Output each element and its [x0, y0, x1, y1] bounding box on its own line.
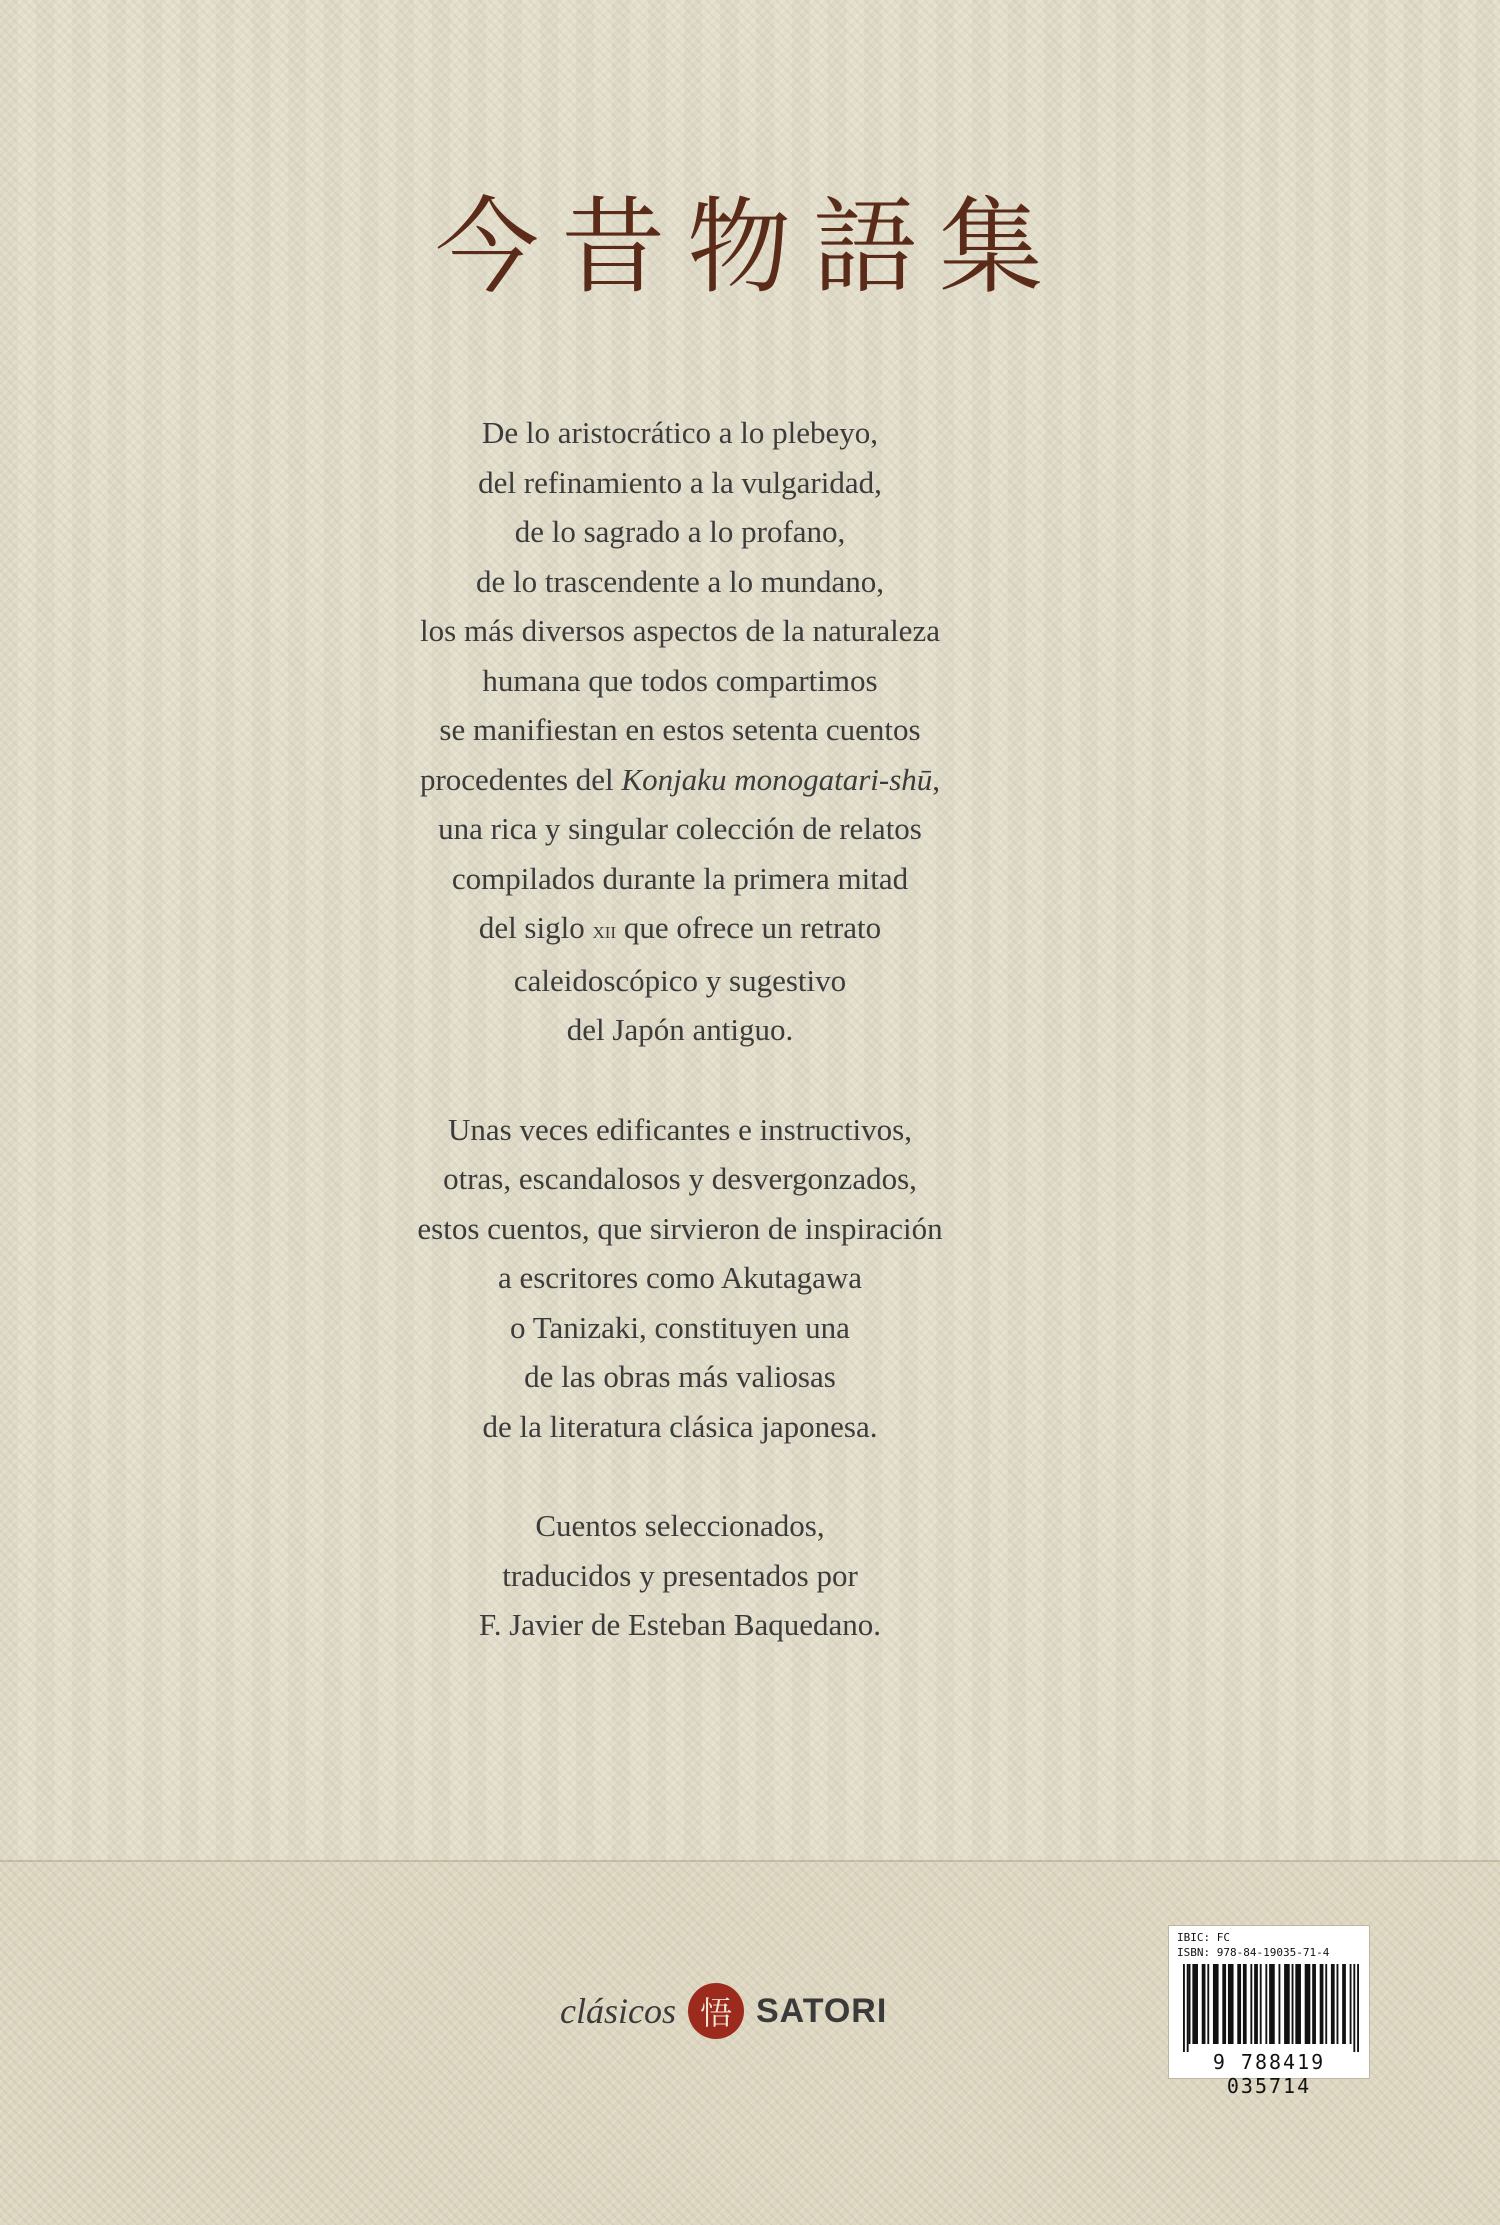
- blurb-line-century: [300, 903, 1060, 956]
- barcode-bar: [1353, 1964, 1355, 2052]
- ibic-code: IBIC: FC: [1177, 1931, 1230, 1944]
- barcode-bar: [1207, 1964, 1209, 2044]
- barcode-bar: [1250, 1964, 1252, 2044]
- barcode-bar: [1292, 1964, 1294, 2044]
- blurb-line: humana que todos compartimos: [482, 662, 878, 698]
- blurb-paragraph-2: [300, 1105, 1060, 1452]
- barcode-bar: [1320, 1964, 1324, 2044]
- barcode-meta: [1169, 1926, 1369, 1960]
- barcode-bar: [1284, 1964, 1290, 2044]
- credits-line: Cuentos seleccionados,: [535, 1508, 825, 1543]
- barcode-bar: [1337, 1964, 1339, 2044]
- barcode-bar: [1192, 1964, 1198, 2044]
- barcode-digits: 9 788419 035714: [1212, 2050, 1326, 2098]
- blurb-line: de lo trascendente a lo mundano,: [475, 563, 885, 599]
- blurb-line: los más diversos aspectos de la naturaleza: [420, 613, 940, 648]
- barcode-icon: [1183, 1964, 1359, 2052]
- blurb-line: otras, escandalosos y desvergonzados,: [443, 1161, 917, 1196]
- blurb-paragraph-3: [300, 1501, 1060, 1650]
- blurb-line-source: [300, 755, 1060, 805]
- blurb-line: de lo sagrado a lo profano,: [514, 514, 846, 549]
- blurb-line: de la literatura clásica japonesa.: [482, 1408, 878, 1444]
- publisher-logo: [560, 1978, 887, 2044]
- source-title: Konjaku monogatari-shū: [621, 761, 933, 797]
- century-numeral: xii: [592, 917, 617, 944]
- century-prefix: del siglo: [478, 910, 593, 945]
- barcode-bar: [1357, 1964, 1359, 2052]
- barcode-bar: [1228, 1964, 1234, 2044]
- barcode-bar: [1260, 1964, 1262, 2044]
- barcode-bar: [1213, 1964, 1219, 2044]
- credits-line: traducidos y presentados por: [502, 1557, 858, 1593]
- blurb-line: a escritores como Akutagawa: [497, 1260, 863, 1295]
- barcode-bar: [1237, 1964, 1241, 2044]
- barcode-bar: [1254, 1964, 1258, 2044]
- barcode-bar: [1189, 1964, 1191, 2044]
- blurb-line: estos cuentos, que sirvieron de inspiración: [417, 1210, 943, 1246]
- blurb-line: de las obras más valiosas: [524, 1359, 836, 1394]
- blurb-paragraph-1: [300, 408, 1060, 1055]
- satori-seal-icon: 悟: [688, 1983, 744, 2039]
- barcode-bar: [1305, 1964, 1311, 2044]
- isbn-code: ISBN: 978-84-19035-71-4: [1177, 1946, 1330, 1959]
- barcode-bar: [1202, 1964, 1206, 2044]
- blurb-text: [300, 408, 1060, 1650]
- blurb-line: caleidoscópico y sugestivo: [513, 962, 847, 998]
- barcode-bar: [1295, 1964, 1301, 2044]
- barcode-bar: [1331, 1964, 1335, 2044]
- publisher-name: SATORI: [755, 1991, 888, 2030]
- barcode-bar: [1325, 1964, 1327, 2044]
- kanji-title: 今昔物語集: [434, 186, 1065, 308]
- barcode-bar: [1269, 1964, 1275, 2044]
- barcode-bar: [1187, 1964, 1189, 2052]
- barcode-bar: [1312, 1964, 1316, 2044]
- barcode-bar: [1265, 1964, 1267, 2044]
- barcode-bar: [1243, 1964, 1247, 2044]
- blurb-line: De lo aristocrático a lo plebeyo,: [482, 415, 878, 450]
- barcode-bar: [1342, 1964, 1346, 2044]
- blurb-line: se manifiestan en estos setenta cuentos: [439, 712, 921, 747]
- barcode-label: [1168, 1925, 1370, 2098]
- source-suffix: ,: [932, 761, 941, 797]
- blurb-line: compilados durante la primera mitad: [451, 860, 909, 896]
- barcode-bar: [1222, 1964, 1226, 2044]
- barcode-bar: [1183, 1964, 1185, 2052]
- century-suffix: que ofrece un retrato: [616, 910, 882, 945]
- barcode-bar: [1278, 1964, 1280, 2044]
- barcode-bar: [1350, 1964, 1352, 2044]
- blurb-line: del refinamiento a la vulgaridad,: [478, 464, 882, 500]
- blurb-line: o Tanizaki, constituyen una: [510, 1309, 850, 1345]
- credits-line: F. Javier de Esteban Baquedano.: [478, 1607, 882, 1642]
- blurb-line: Unas veces edificantes e instructivos,: [448, 1111, 912, 1147]
- source-prefix: procedentes del: [419, 761, 622, 797]
- series-name: clásicos: [560, 1991, 676, 2031]
- blurb-line: una rica y singular colección de relatos: [438, 811, 922, 846]
- blurb-line: del Japón antiguo.: [566, 1012, 794, 1047]
